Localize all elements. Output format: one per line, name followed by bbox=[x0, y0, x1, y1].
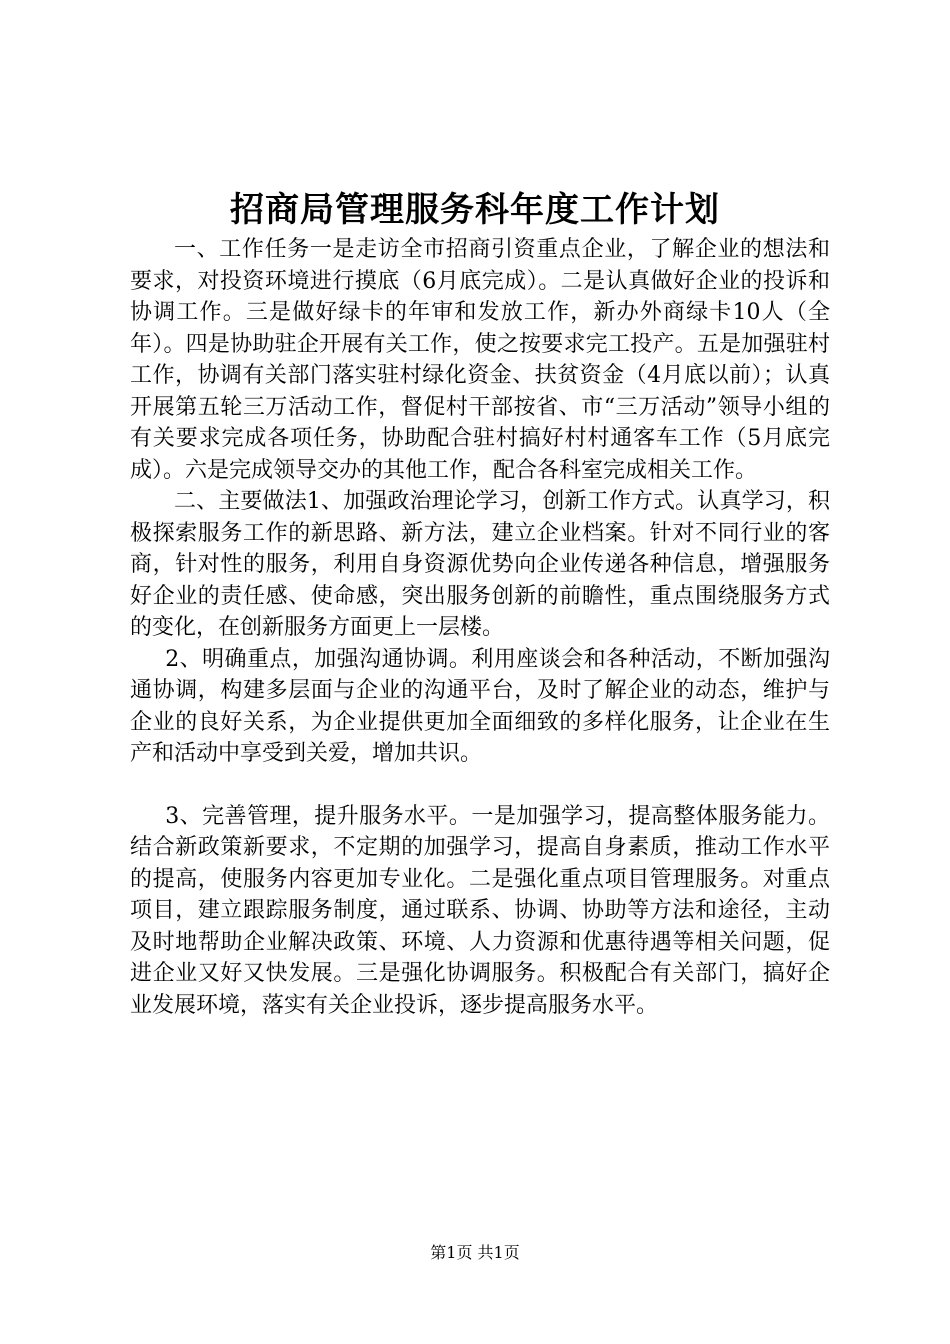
paragraph-communication: 2、明确重点，加强沟通协调。利用座谈会和各种活动，不断加强沟通协调，构建多层面与企业的沟通平台，及时了解企业的动态，维护与企业的良好关系，为企业提供更加全面细致的多样化服务，让企业在生产和活动中享受到关爱，增加共识。 bbox=[130, 646, 830, 766]
document-title: 招商局管理服务科年度工作计划 bbox=[230, 190, 720, 230]
paragraph-main-methods: 二、主要做法1、加强政治理论学习，创新工作方式。认真学习，积极探索服务工作的新思路、新方法，建立企业档案。针对不同行业的客商，针对性的服务，利用自身资源优势向企业传递各种信息，增强服务好企业的责任感、使命感，突出服务创新的前瞻性，重点围绕服务方式的变化，在创新服务方面更上一层楼。 bbox=[130, 489, 830, 640]
document-body bbox=[130, 234, 830, 1021]
paragraph-management: 3、完善管理，提升服务水平。一是加强学习，提高整体服务能力。结合新政策新要求，不定期的加强学习，提高自身素质，推动工作水平的提高，使服务内容更加专业化。二是强化重点项目管理服务。对重点项目，建立跟踪服务制度，通过联系、协调、协助等方法和途径，主动及时地帮助企业解决政策、环境、人力资源和优惠待遇等相关问题，促进企业又好又快发展。三是强化协调服务。积极配合有关部门，搞好企业发展环境，落实有关企业投诉，逐步提高服务水平。 bbox=[130, 803, 830, 1018]
page-footer: 第1页 共1页 bbox=[430, 1243, 520, 1262]
paragraph-work-tasks: 一、工作任务一是走访全市招商引资重点企业，了解企业的想法和要求，对投资环境进行摸底（6月底完成）。二是认真做好企业的投诉和协调工作。三是做好绿卡的年审和发放工作，新办外商绿卡10人（全年）。四是协助驻企开展有关工作，使之按要求完工投产。五是加强驻村工作，协调有关部门落实驻村绿化资金、扶贫资金（4月底以前）；认真开展第五轮三万活动工作，督促村干部按省、市“三万活动”领导小组的有关要求完成各项任务，协助配合驻村搞好村村通客车工作（5月底完成）。六是完成领导交办的其他工作，配合各科室完成相关工作。 bbox=[130, 237, 830, 483]
